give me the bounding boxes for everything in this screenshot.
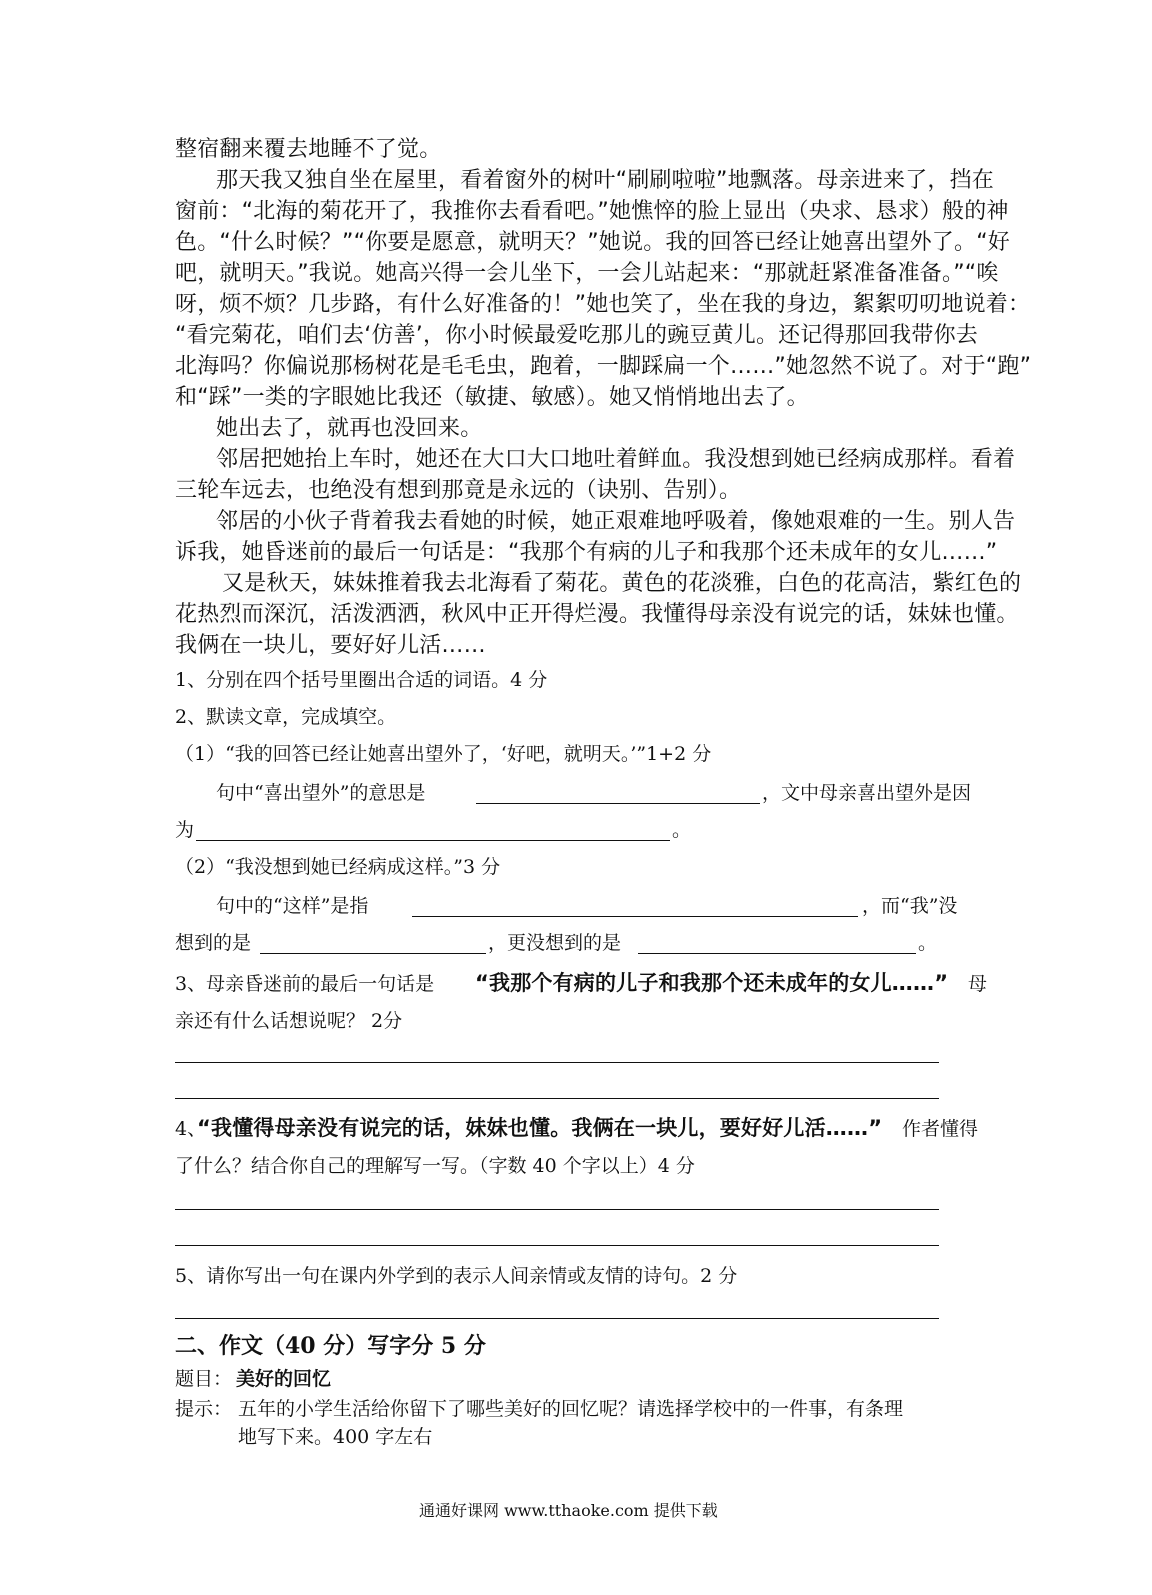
question-3-quote: “我那个有病的儿子和我那个还未成年的女儿……” [475, 971, 949, 995]
passage-line: 邻居的小伙子背着我去看她的时候，她正艰难地呼吸着，像她艰难的一生。别人告 [216, 509, 1016, 534]
passage-line: 北海吗？你偏说那杨树花是毛毛虫，跑着，一脚踩扁一个……”她忽然不说了。对于“跑” [175, 354, 1032, 379]
q2-2-text-c: 想到的是 [175, 932, 252, 954]
composition-tip-label: 提示： [175, 1398, 233, 1420]
footer-text: 通通好课网 www.tthaoke.com 提供下载 [419, 1501, 718, 1520]
question-2-1: （1）“我的回答已经让她喜出望外了，‘好吧，就明天。’”1+2 分 [175, 743, 712, 765]
passage-line: 呀，烦不烦？几步路，有什么好准备的！”她也笑了，坐在我的身边，絮絮叨叨地说着： [175, 292, 1031, 317]
composition-title-label: 题目： [175, 1368, 233, 1390]
q2-1-text-b: ，文中母亲喜出望外是因 [762, 782, 972, 804]
passage-line: 花热烈而深沉，活泼洒洒，秋风中正开得烂漫。我懂得母亲没有说完的话，妹妹也懂。 [175, 602, 1019, 627]
answer-line[interactable] [175, 1245, 939, 1246]
answer-line[interactable] [175, 1209, 939, 1210]
passage-line: 她出去了，就再也没回来。 [216, 416, 483, 441]
answer-blank[interactable] [260, 953, 486, 954]
q2-2-text-d: ，更没想到的是 [488, 932, 622, 954]
passage-line: 窗前：“北海的菊花开了，我推你去看看吧。”她憔悴的脸上显出（央求、恳求）般的神 [175, 199, 1009, 224]
question-4-quote: “我懂得母亲没有说完的话，妹妹也懂。我俩在一块儿，要好好儿活……” [197, 1116, 883, 1140]
q2-2-text-a: 句中的“这样”是指 [216, 895, 369, 917]
passage-line: 色。“什么时候？”“你要是愿意，就明天？”她说。我的回答已经让她喜出望外了。“好 [175, 230, 1010, 255]
composition-tip-line2: 地写下来。400 字左右 [238, 1426, 433, 1448]
passage-line: 整宿翻来覆去地睡不了觉。 [175, 137, 442, 162]
question-5: 5、请你写出一句在课内外学到的表示人间亲情或友情的诗句。2 分 [175, 1265, 738, 1287]
passage-line: 诉我，她昏迷前的最后一句话是：“我那个有病的儿子和我那个还未成年的女儿……” [175, 540, 998, 565]
question-4-suffix: 作者懂得 [902, 1118, 979, 1140]
question-4-prefix: 4、 [175, 1118, 207, 1140]
q2-1-text-a: 句中“喜出望外”的意思是 [216, 782, 426, 804]
answer-line[interactable] [175, 1062, 939, 1063]
question-3-prefix: 3、母亲昏迷前的最后一句话是 [175, 973, 435, 995]
answer-line[interactable] [175, 1318, 939, 1319]
question-2-2: （2）“我没想到她已经病成这样。”3 分 [175, 856, 501, 878]
passage-line: 三轮车远去，也绝没有想到那竟是永远的（诀别、告别）。 [175, 478, 742, 503]
answer-blank[interactable] [196, 840, 670, 841]
answer-blank[interactable] [476, 803, 760, 804]
question-3-line2: 亲还有什么话想说呢？ 2分 [175, 1010, 403, 1032]
passage-line: “看完菊花，咱们去‘仿善’，你小时候最爱吃那儿的豌豆黄儿。还记得那回我带你去 [175, 323, 978, 348]
question-2: 2、默读文章，完成填空。 [175, 706, 397, 728]
q2-2-text-e: 。 [918, 932, 938, 954]
passage-line: 和“踩”一类的字眼她比我还（敏捷、敏感）。她又悄悄地出去了。 [175, 385, 809, 410]
passage-line: 那天我又独自坐在屋里，看着窗外的树叶“刷刷啦啦”地飘落。母亲进来了，挡在 [216, 168, 994, 193]
passage-line: 我俩在一块儿，要好好儿活…… [175, 633, 486, 658]
question-3-suffix: 母 [968, 973, 988, 995]
q2-2-text-b: ，而“我”没 [862, 895, 958, 917]
composition-tip-line1: 五年的小学生活给你留下了哪些美好的回忆呢？请选择学校中的一件事，有条理 [238, 1398, 904, 1420]
question-4-line2: 了什么？结合你自己的理解写一写。（字数 40 个字以上）4 分 [175, 1155, 695, 1177]
passage-line: 又是秋天，妹妹推着我去北海看了菊花。黄色的花淡雅，白色的花高洁，紫红色的 [222, 571, 1022, 596]
answer-blank[interactable] [638, 953, 916, 954]
passage-line: 邻居把她抬上车时，她还在大口大口地吐着鲜血。我没想到她已经病成那样。看着 [216, 447, 1016, 472]
answer-blank[interactable] [412, 916, 858, 917]
q2-1-text-c: 为 [175, 819, 195, 841]
composition-title: 美好的回忆 [236, 1368, 332, 1390]
passage-line: 吧，就明天。”我说。她高兴得一会儿坐下，一会儿站起来：“那就赶紧准备准备。”“唉 [175, 261, 999, 286]
q2-1-text-d: 。 [672, 819, 692, 841]
question-1: 1、分别在四个括号里圈出合适的词语。4 分 [175, 669, 548, 691]
composition-heading: 二、作文（40 分）写字分 5 分 [175, 1333, 486, 1359]
answer-line[interactable] [175, 1098, 939, 1099]
